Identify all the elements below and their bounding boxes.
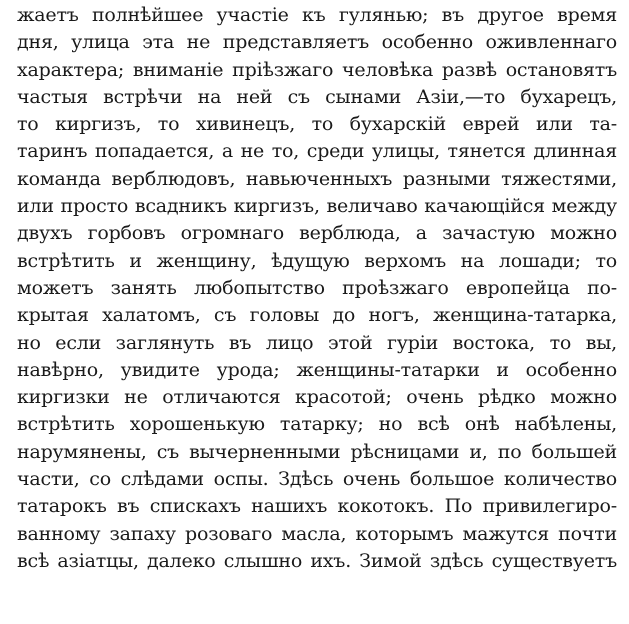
text-line: нарумянены, съ вычерненными рѣсницами и, по большей	[17, 440, 617, 463]
text-line: двухъ горбовъ огромнаго верблюда, а зачастую можно	[17, 222, 617, 245]
text-line: характера; вниманіе пріѣзжаго человѣка развѣ остановятъ	[17, 58, 617, 81]
text-line: крытая халатомъ, съ головы до ногъ, женщина-татарка,	[17, 304, 617, 327]
text-line: встрѣтить хорошенькую татарку; но всѣ онѣ набѣлены,	[17, 413, 617, 436]
text-line: части, со слѣдами оспы. Здѣсь очень большое количество	[17, 468, 617, 491]
text-line: таринъ попадается, а не то, среди улицы, тянется длинная	[17, 140, 617, 163]
text-line: но если заглянуть въ лицо этой гуріи востока, то вы,	[17, 331, 617, 354]
text-line: команда верблюдовъ, навьюченныхъ разными тяжестями,	[17, 167, 617, 190]
text-line: можетъ занять любопытство проѣзжаго европейца по-	[17, 276, 617, 299]
text-line: татарокъ въ спискахъ нашихъ кокотокъ. По привилегиро-	[17, 495, 617, 518]
text-line: киргизки не отличаются красотой; очень рѣдко можно	[17, 386, 617, 409]
text-line: ванному запаху розоваго масла, которымъ мажутся почти	[17, 522, 617, 545]
text-line: или просто всадникъ киргизъ, величаво качающійся между	[17, 195, 617, 218]
text-line: жаетъ полнѣйшее участіе къ гулянью; въ другое время	[17, 4, 617, 26]
text-line: встрѣтить и женщину, ѣдущую верхомъ на лошади; то	[17, 249, 617, 272]
text-line: дня, улица эта не представляетъ особенно оживленнаго	[17, 31, 617, 54]
text-line: то киргизъ, то хивинецъ, то бухарскій еврей или та-	[17, 113, 617, 136]
text-line: частыя встрѣчи на ней съ сынами Азіи,—то бухарецъ,	[17, 85, 617, 108]
text-line: всѣ азіатцы, далеко слышно ихъ. Зимой здѣсь существуетъ	[17, 549, 617, 572]
text-line: навѣрно, увидите урода; женщины-татарки и особенно	[17, 358, 617, 381]
body-text	[17, 0, 617, 575]
